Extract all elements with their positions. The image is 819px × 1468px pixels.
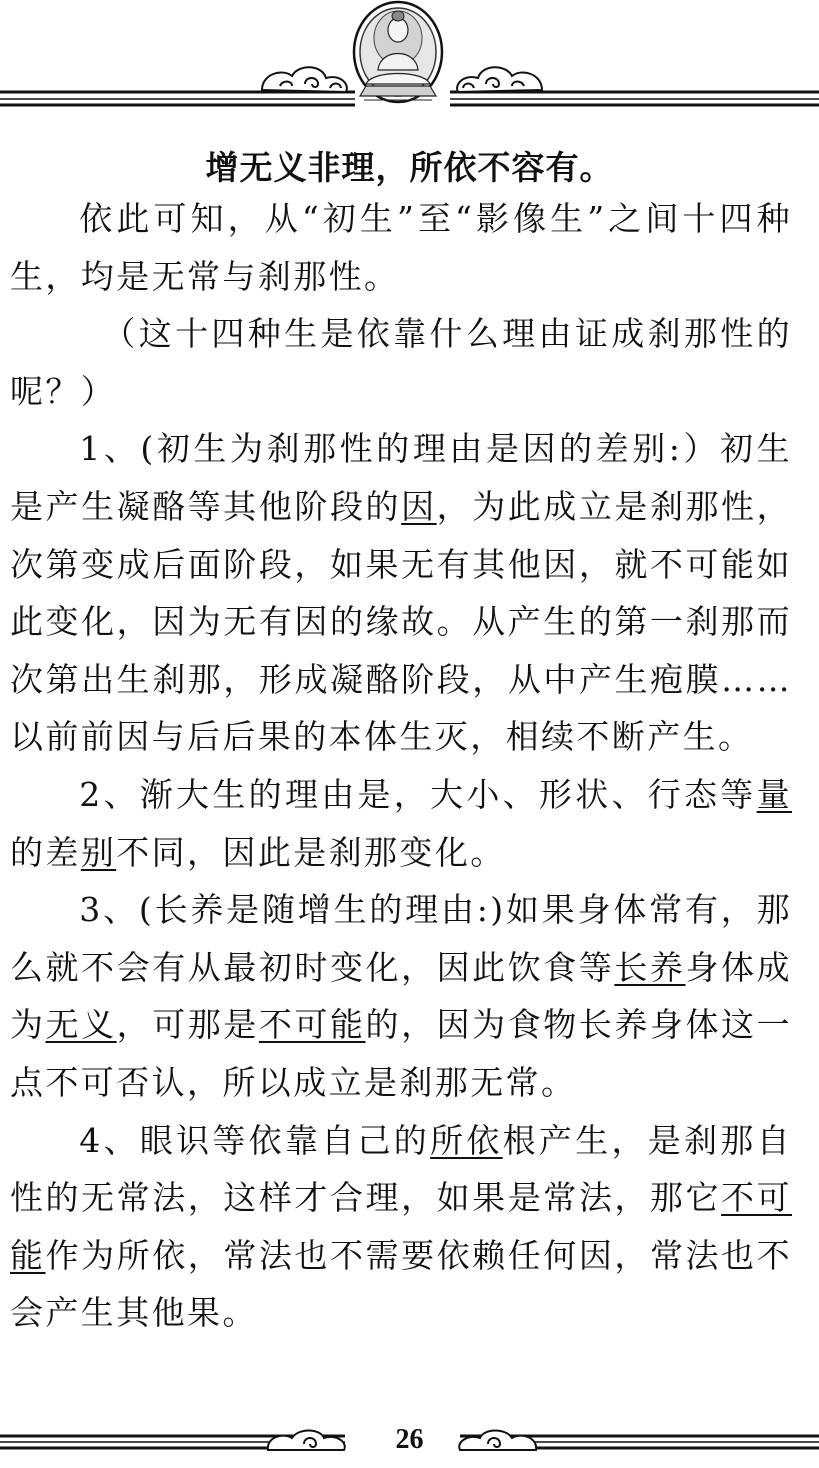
paragraph-point-1 [10,420,792,766]
page-number: 26 [395,1424,424,1455]
paragraph-text: 2、渐大生的理由是，大小、形状、行态等 [79,774,757,814]
paragraph-text: ，为此成立是刹那性，次第变成后面阶段，如果无有其他因，就不可能如此变化，因为无有因的缘故。从产生的第一刹那而次第出生刹那，形成凝酪阶段，从中产生疱膜……以前前因与后后果的本体生灭，相续不断产生。 [10,486,793,757]
paragraph-text: 的，因为食物长养身体这一点不可否认，所以成立是刹那无常。 [10,1005,792,1102]
paragraph-question [10,305,792,420]
underlined-term: 无义 [45,1005,117,1045]
underlined-term: 别 [80,832,117,872]
paragraph-text: 作为所依，常法也不需要依赖任何因，常法也不会产生其他果。 [10,1235,792,1333]
paragraph-text: （这十四种生是依靠什么理由证成刹那性的呢？） [10,314,792,411]
underlined-term: 所依 [430,1120,503,1160]
underlined-term: 不可能 [10,1178,792,1275]
verse-heading: 增无义非理，所依不容有。 [205,148,614,187]
cloud-ornament-left-icon [262,67,347,92]
paragraph-summary [10,190,792,305]
paragraph-text: 4、眼识等依靠自己的 [79,1120,431,1160]
underlined-term: 不可能 [258,1005,366,1045]
paragraph-text: ，可那是 [116,1005,259,1045]
paragraph-text: 的差 [10,832,81,872]
body-text [10,190,792,1342]
paragraph-text: 根产生，是刹那自性的无常法，这样才合理，如果是常法，那它 [10,1120,792,1218]
paragraph-text: 不同，因此是刹那变化。 [116,832,506,872]
cloud-ornament-right-icon [457,67,542,92]
header-ornament [0,0,819,115]
buddha-medallion-icon [354,2,442,102]
paragraph-text: 依此可知，从“初生”至“影像生”之间十四种生，均是无常与刹那性。 [10,199,792,296]
paragraph-point-4 [10,1112,792,1342]
paragraph-text: 1、(初生为刹那性的理由是因的差别:）初生是产生凝酪等其他阶段的 [10,429,792,526]
paragraph-point-2 [10,766,792,881]
paragraph-text: 身体成为 [10,947,792,1045]
paragraph-point-3 [10,881,792,1111]
paragraph-text: 3、(长养是随增生的理由:)如果身体常有，那么就不会有从最初时变化，因此饮食等 [10,890,792,987]
underlined-term: 量 [756,774,792,814]
underlined-term: 长养 [614,947,686,987]
underlined-term: 因 [401,486,437,526]
